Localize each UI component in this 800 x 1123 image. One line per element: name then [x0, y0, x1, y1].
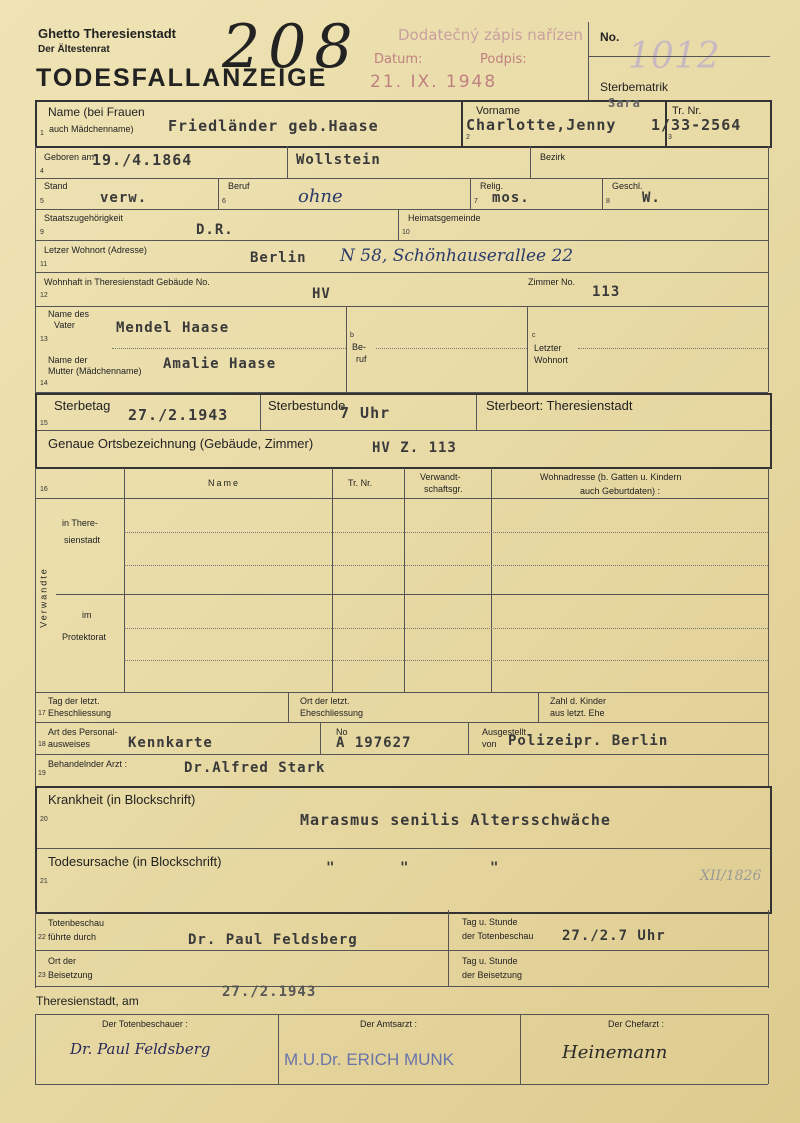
field-number-10: 10	[402, 229, 410, 236]
wohnort-label: Letzer Wohnort (Adresse)	[44, 245, 147, 255]
ort-beisetzung-label1: Ort der	[48, 956, 77, 966]
ausgestellt-value: Polizeipr. Berlin	[508, 733, 669, 749]
field-number-4: 4	[40, 168, 44, 175]
zahl-kinder-label1: Zahl d. Kinder	[550, 696, 607, 706]
totenbeschau-value: Dr. Paul Feldsberg	[188, 932, 358, 948]
sterbestunde-label: Sterbestunde	[268, 398, 346, 413]
field-number-1: 1	[40, 130, 44, 137]
rel-im: im	[82, 610, 92, 620]
name-label2: auch Mädchenname)	[49, 124, 134, 134]
rel-name-header: Name	[208, 478, 241, 488]
wohnort-street: N 58, Schönhauserallee 22	[340, 246, 574, 266]
no-value: 1012	[628, 36, 720, 77]
rel-verwandte-vertical: Verwandte	[38, 567, 49, 628]
name-label: Name (bei Frauen	[48, 105, 145, 119]
rel-wohn-header2: auch Geburtdaten) :	[580, 486, 661, 496]
field-number-11: 11	[40, 261, 48, 268]
eltern-wohnort-label2: Wohnort	[534, 355, 568, 365]
ausgestellt-label1: Ausgestellt	[482, 727, 527, 737]
field-number-7: 7	[474, 198, 478, 205]
zahl-kinder-label2: aus letzt. Ehe	[550, 708, 605, 718]
sterbe-section-box	[35, 393, 772, 469]
field-number-18: 18	[38, 741, 46, 748]
geburtsort-value: Wollstein	[296, 152, 381, 168]
zimmer-label: Zimmer No.	[528, 277, 575, 287]
stamp-datum: Datum:	[374, 52, 423, 67]
rel-inthere-1: in There-	[62, 518, 98, 528]
relig-label: Relig.	[480, 181, 504, 191]
todesursache-ditto-3: "	[490, 860, 500, 876]
staats-label: Staatszugehörigkeit	[44, 213, 124, 223]
header-org2: Der Ältestenrat	[38, 44, 110, 55]
totenbeschau-label2: führte durch	[48, 932, 97, 942]
genaue-ort-label: Genaue Ortsbezeichnung (Gebäude, Zimmer)	[48, 436, 314, 451]
eltern-wohnort-c: c	[532, 332, 536, 339]
eltern-beruf-label1: Be-	[352, 342, 367, 352]
ausgestellt-label2: von	[482, 739, 497, 749]
rel-wohn-header1: Wohnadresse (b. Gatten u. Kindern	[540, 472, 682, 482]
vorname-label: Vorname	[476, 105, 521, 117]
stamp-date: 21. IX. 1948	[370, 72, 498, 92]
trnr-label: Tr. Nr.	[672, 105, 702, 117]
footer-date: 27./2.1943	[222, 984, 317, 1000]
art-ausweis-value: Kennkarte	[128, 735, 213, 751]
ausweis-no-label: No	[336, 727, 348, 737]
pencil-note: XII/1826	[700, 868, 762, 884]
field-number-5: 5	[40, 198, 44, 205]
field-number-19: 19	[38, 770, 46, 777]
staats-value: D.R.	[196, 222, 234, 238]
arzt-label: Behandelnder Arzt :	[48, 759, 128, 769]
field-number-8: 8	[606, 198, 610, 205]
field-number-2: 2	[466, 134, 470, 141]
vater-value: Mendel Haase	[116, 320, 230, 336]
field-number-16: 16	[40, 486, 48, 493]
field-number-14: 14	[40, 380, 48, 387]
rel-protektorat: Protektorat	[62, 632, 107, 642]
amtsarzt-stamp: M.U.Dr. ERICH MUNK	[284, 1050, 454, 1069]
tag-totenbeschau-label2: der Totenbeschau	[462, 931, 534, 941]
vorname-value: Charlotte,Jenny	[466, 116, 617, 134]
field-number-15: 15	[40, 420, 48, 427]
wohnhaft-label: Wohnhaft in Theresienstadt Gebäude No.	[44, 277, 210, 287]
tag-eheschl-label1: Tag der letzt.	[48, 696, 100, 706]
stamp-line1: Dodatečný zápis nařízen	[398, 26, 583, 44]
bezirk-label: Bezirk	[540, 152, 566, 162]
eltern-wohnort-label1: Letzter	[534, 343, 562, 353]
rel-verw-header2: schaftsgr.	[424, 484, 463, 494]
chefarzt-label: Der Chefarzt :	[608, 1019, 665, 1029]
signature-totenbeschauer: Dr. Paul Feldsberg	[70, 1040, 211, 1058]
ausweis-no-value: A 197627	[336, 735, 412, 751]
field-number-13: 13	[40, 336, 48, 343]
ort-eheschl-label1: Ort der letzt.	[300, 696, 350, 706]
document-title: TODESFALLANZEIGE	[36, 64, 328, 92]
todesursache-ditto-1: "	[326, 860, 336, 876]
stand-value: verw.	[100, 190, 148, 206]
beruf-value: ohne	[298, 186, 343, 207]
sterbestunde-value: 7 Uhr	[340, 404, 391, 422]
geboren-value: 19./4.1864	[92, 151, 193, 169]
tag-beisetzung-label1: Tag u. Stunde	[462, 956, 518, 966]
eltern-beruf-label2: ruf	[356, 354, 367, 364]
beruf-label: Beruf	[228, 181, 250, 191]
field-number-21: 21	[40, 878, 48, 885]
no-label: No.	[600, 30, 620, 44]
genaue-ort-value: HV Z. 113	[372, 440, 457, 456]
wohnort-city: Berlin	[250, 250, 307, 266]
field-number-12: 12	[40, 292, 48, 299]
vater-label1: Name des	[48, 309, 90, 319]
handwritten-number: 208	[222, 12, 361, 82]
stamp-podpis: Podpis:	[480, 52, 527, 67]
footer-place: Theresienstadt, am	[36, 994, 139, 1008]
name-value: Friedländer geb.Haase	[168, 117, 379, 135]
vater-beruf-b: b	[350, 332, 354, 339]
geboren-label: Geboren am	[44, 152, 95, 162]
sterbetag-value: 27./2.1943	[128, 406, 229, 424]
field-number-6: 6	[222, 198, 226, 205]
field-number-23: 23	[38, 972, 46, 979]
tag-totenbeschau-value: 27./2.7 Uhr	[562, 928, 666, 944]
arzt-value: Dr.Alfred Stark	[184, 760, 326, 776]
heimat-label: Heimatsgemeinde	[408, 213, 481, 223]
krankheit-label: Krankheit (in Blockschrift)	[48, 792, 196, 807]
todesursache-ditto-2: "	[400, 860, 410, 876]
rel-verw-header1: Verwandt-	[420, 472, 461, 482]
geschl-label: Geschl.	[612, 181, 643, 191]
art-ausweis-label2: ausweises	[48, 739, 91, 749]
rel-inthere-2: sienstadt	[64, 535, 101, 545]
mutter-value: Amalie Haase	[163, 356, 277, 372]
trnr-value: 1/33-2564	[651, 116, 742, 134]
stand-label: Stand	[44, 181, 68, 191]
zimmer-value: 113	[592, 284, 621, 300]
field-number-9: 9	[40, 229, 44, 236]
mutter-label1: Name der	[48, 355, 88, 365]
ort-eheschl-label2: Eheschliessung	[300, 708, 364, 718]
tag-beisetzung-label2: der Beisetzung	[462, 970, 523, 980]
art-ausweis-label1: Art des Personal-	[48, 727, 118, 737]
relig-value: mos.	[492, 190, 530, 206]
sterbetag-label: Sterbetag	[54, 398, 111, 413]
signature-chefarzt: Heinemann	[562, 1042, 668, 1063]
totenbeschauer-label: Der Totenbeschauer :	[102, 1019, 188, 1029]
field-number-17: 17	[38, 710, 46, 717]
sterbeort-label: Sterbeort: Theresienstadt	[486, 398, 633, 413]
geschl-value: W.	[642, 190, 661, 206]
sara-value: Sara	[608, 96, 641, 110]
field-number-3: 3	[668, 134, 672, 141]
amtsarzt-label: Der Amtsarzt :	[360, 1019, 418, 1029]
krankheit-value: Marasmus senilis Altersschwäche	[300, 811, 611, 829]
field-number-20: 20	[40, 816, 48, 823]
tag-eheschl-label2: Eheschliessung	[48, 708, 112, 718]
mutter-label2: Mutter (Mädchenname)	[48, 366, 142, 376]
rel-trnr-header: Tr. Nr.	[348, 478, 373, 488]
header-org1: Ghetto Theresienstadt	[38, 26, 176, 41]
tag-totenbeschau-label1: Tag u. Stunde	[462, 917, 518, 927]
field-number-22: 22	[38, 934, 46, 941]
totenbeschau-label1: Totenbeschau	[48, 918, 105, 928]
gebaeude-value: HV	[312, 286, 331, 302]
sterbematrik-label: Sterbematrik	[600, 80, 669, 94]
todesursache-label: Todesursache (in Blockschrift)	[48, 854, 222, 869]
ort-beisetzung-label2: Beisetzung	[48, 970, 93, 980]
vater-label2: Vater	[54, 320, 75, 330]
